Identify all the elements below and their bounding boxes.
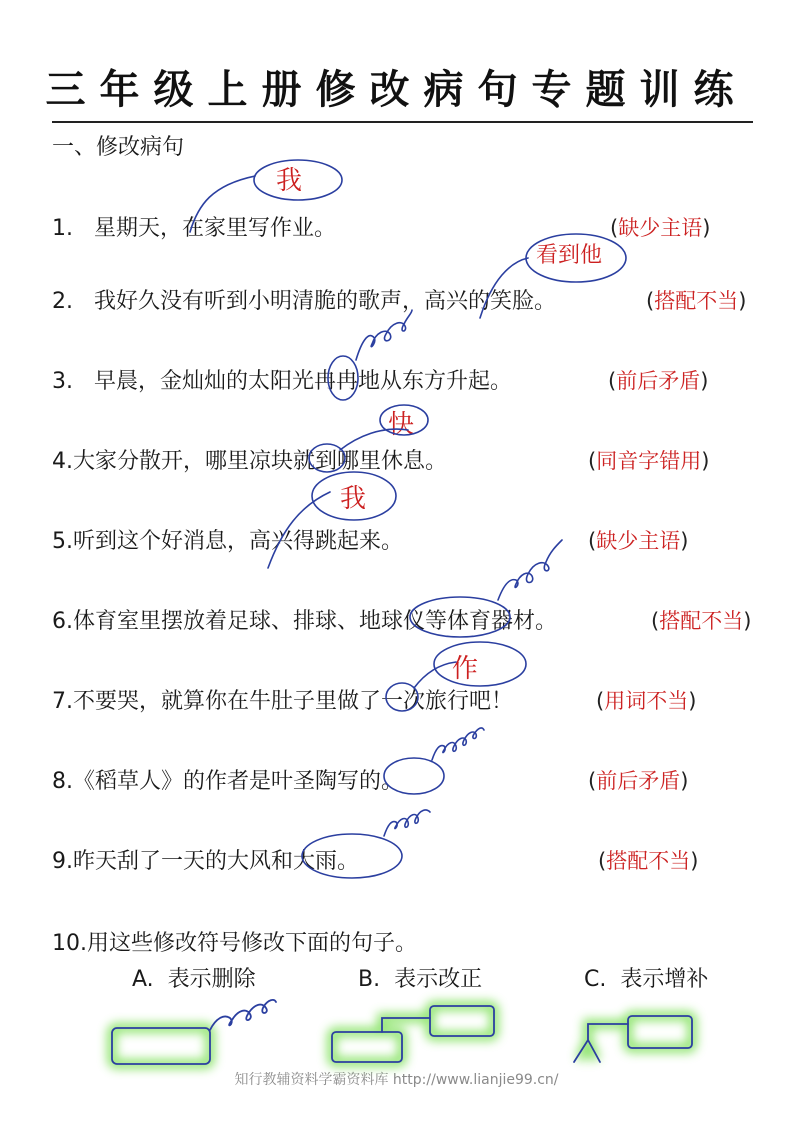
question-6 [52, 604, 557, 635]
error-type: 搭配不当 [659, 609, 744, 633]
option-b [358, 962, 482, 993]
insert-symbol-caret [574, 1024, 628, 1062]
question-7 [52, 684, 513, 715]
question-7-tag: (用词不当) [596, 689, 697, 713]
page-title: 三年级上册修改病句专题训练 [45, 66, 748, 113]
section-heading: 一、修改病句 [52, 135, 185, 160]
correction-note-2: 看到他 [536, 243, 603, 268]
question-3-tag: (前后矛盾) [608, 369, 709, 393]
question-8 [52, 764, 403, 795]
error-type: 前后矛盾 [596, 769, 681, 793]
question-text: 《稻草人》的作者是叶圣陶写的。 [73, 769, 404, 794]
footer-watermark: 知行教辅资料学霸资料库 http://www.lianjie99.cn/ [234, 1072, 559, 1088]
question-number: 2. [52, 289, 73, 314]
question-number: 4. [52, 449, 73, 474]
question-number: 5. [52, 529, 73, 554]
question-number: 10. [52, 931, 87, 956]
delete-symbol-curl [210, 1000, 276, 1030]
delete-curl-6 [498, 540, 562, 600]
option-a [132, 962, 256, 993]
question-text: 大家分散开，哪里凉块就到哪里休息。 [73, 449, 448, 474]
question-1 [52, 211, 336, 242]
error-type: 缺少主语 [618, 216, 703, 240]
question-5-tag: (缺少主语) [588, 529, 689, 553]
question-number: 9. [52, 849, 73, 874]
error-type: 同音字错用 [596, 449, 702, 473]
question-9 [52, 844, 359, 875]
question-number: 1. [52, 216, 73, 241]
question-5 [52, 524, 403, 555]
option-label: 表示增补 [620, 967, 709, 992]
correction-note-5: 我 [340, 484, 367, 514]
delete-curl-9 [384, 810, 430, 836]
error-type: 搭配不当 [654, 289, 739, 313]
question-2 [52, 284, 556, 315]
error-type: 缺少主语 [596, 529, 681, 553]
title-underline [52, 121, 753, 123]
question-1-tag: (缺少主语) [610, 216, 711, 240]
question-text: 听到这个好消息，高兴得跳起来。 [73, 529, 404, 554]
question-text: 体育室里摆放着足球、排球、地球仪等体育器材。 [73, 609, 558, 634]
error-type: 搭配不当 [606, 849, 691, 873]
error-type: 用词不当 [604, 689, 689, 713]
question-6-tag: (搭配不当) [651, 609, 752, 633]
question-number: 7. [52, 689, 73, 714]
correction-note-4: 快 [388, 410, 415, 440]
question-9-tag: (搭配不当) [598, 849, 699, 873]
error-type: 前后矛盾 [616, 369, 701, 393]
question-number: 3. [52, 369, 73, 394]
delete-curl-8 [432, 728, 484, 760]
question-8-tag: (前后矛盾) [588, 769, 689, 793]
correction-note-7: 作 [452, 654, 479, 684]
option-c [584, 962, 708, 993]
delete-symbol-box [112, 1028, 210, 1064]
question-4-tag: (同音字错用) [588, 449, 710, 473]
question-number: 8. [52, 769, 73, 794]
question-number: 6. [52, 609, 73, 634]
question-text: 我好久没有听到小明清脆的歌声，高兴的笑脸。 [93, 289, 556, 314]
question-text: 用这些修改符号修改下面的句子。 [87, 931, 418, 956]
question-2-tag: (搭配不当) [646, 289, 747, 313]
question-text: 不要哭，就算你在牛肚子里做了一次旅行吧！ [73, 689, 514, 714]
change-symbol-line [382, 1018, 430, 1032]
change-symbol-box-b [430, 1006, 494, 1036]
question-10 [52, 926, 417, 957]
option-letter: A. [132, 967, 154, 992]
note-circle-7 [434, 642, 526, 686]
question-text: 昨天刮了一天的大风和大雨。 [73, 849, 360, 874]
insert-symbol-box [628, 1016, 692, 1048]
option-label: 表示删除 [167, 967, 256, 992]
option-letter: C. [584, 967, 607, 992]
delete-curl-3 [356, 310, 412, 360]
question-text: 星期天，在家里写作业。 [93, 216, 336, 241]
option-letter: B. [358, 967, 381, 992]
question-text: 早晨，金灿灿的太阳光冉冉地从东方升起。 [93, 369, 512, 394]
change-symbol-box-a [332, 1032, 402, 1062]
correction-note-1: 我 [276, 166, 303, 196]
question-3 [52, 364, 512, 395]
option-label: 表示改正 [394, 967, 483, 992]
question-4 [52, 444, 447, 475]
